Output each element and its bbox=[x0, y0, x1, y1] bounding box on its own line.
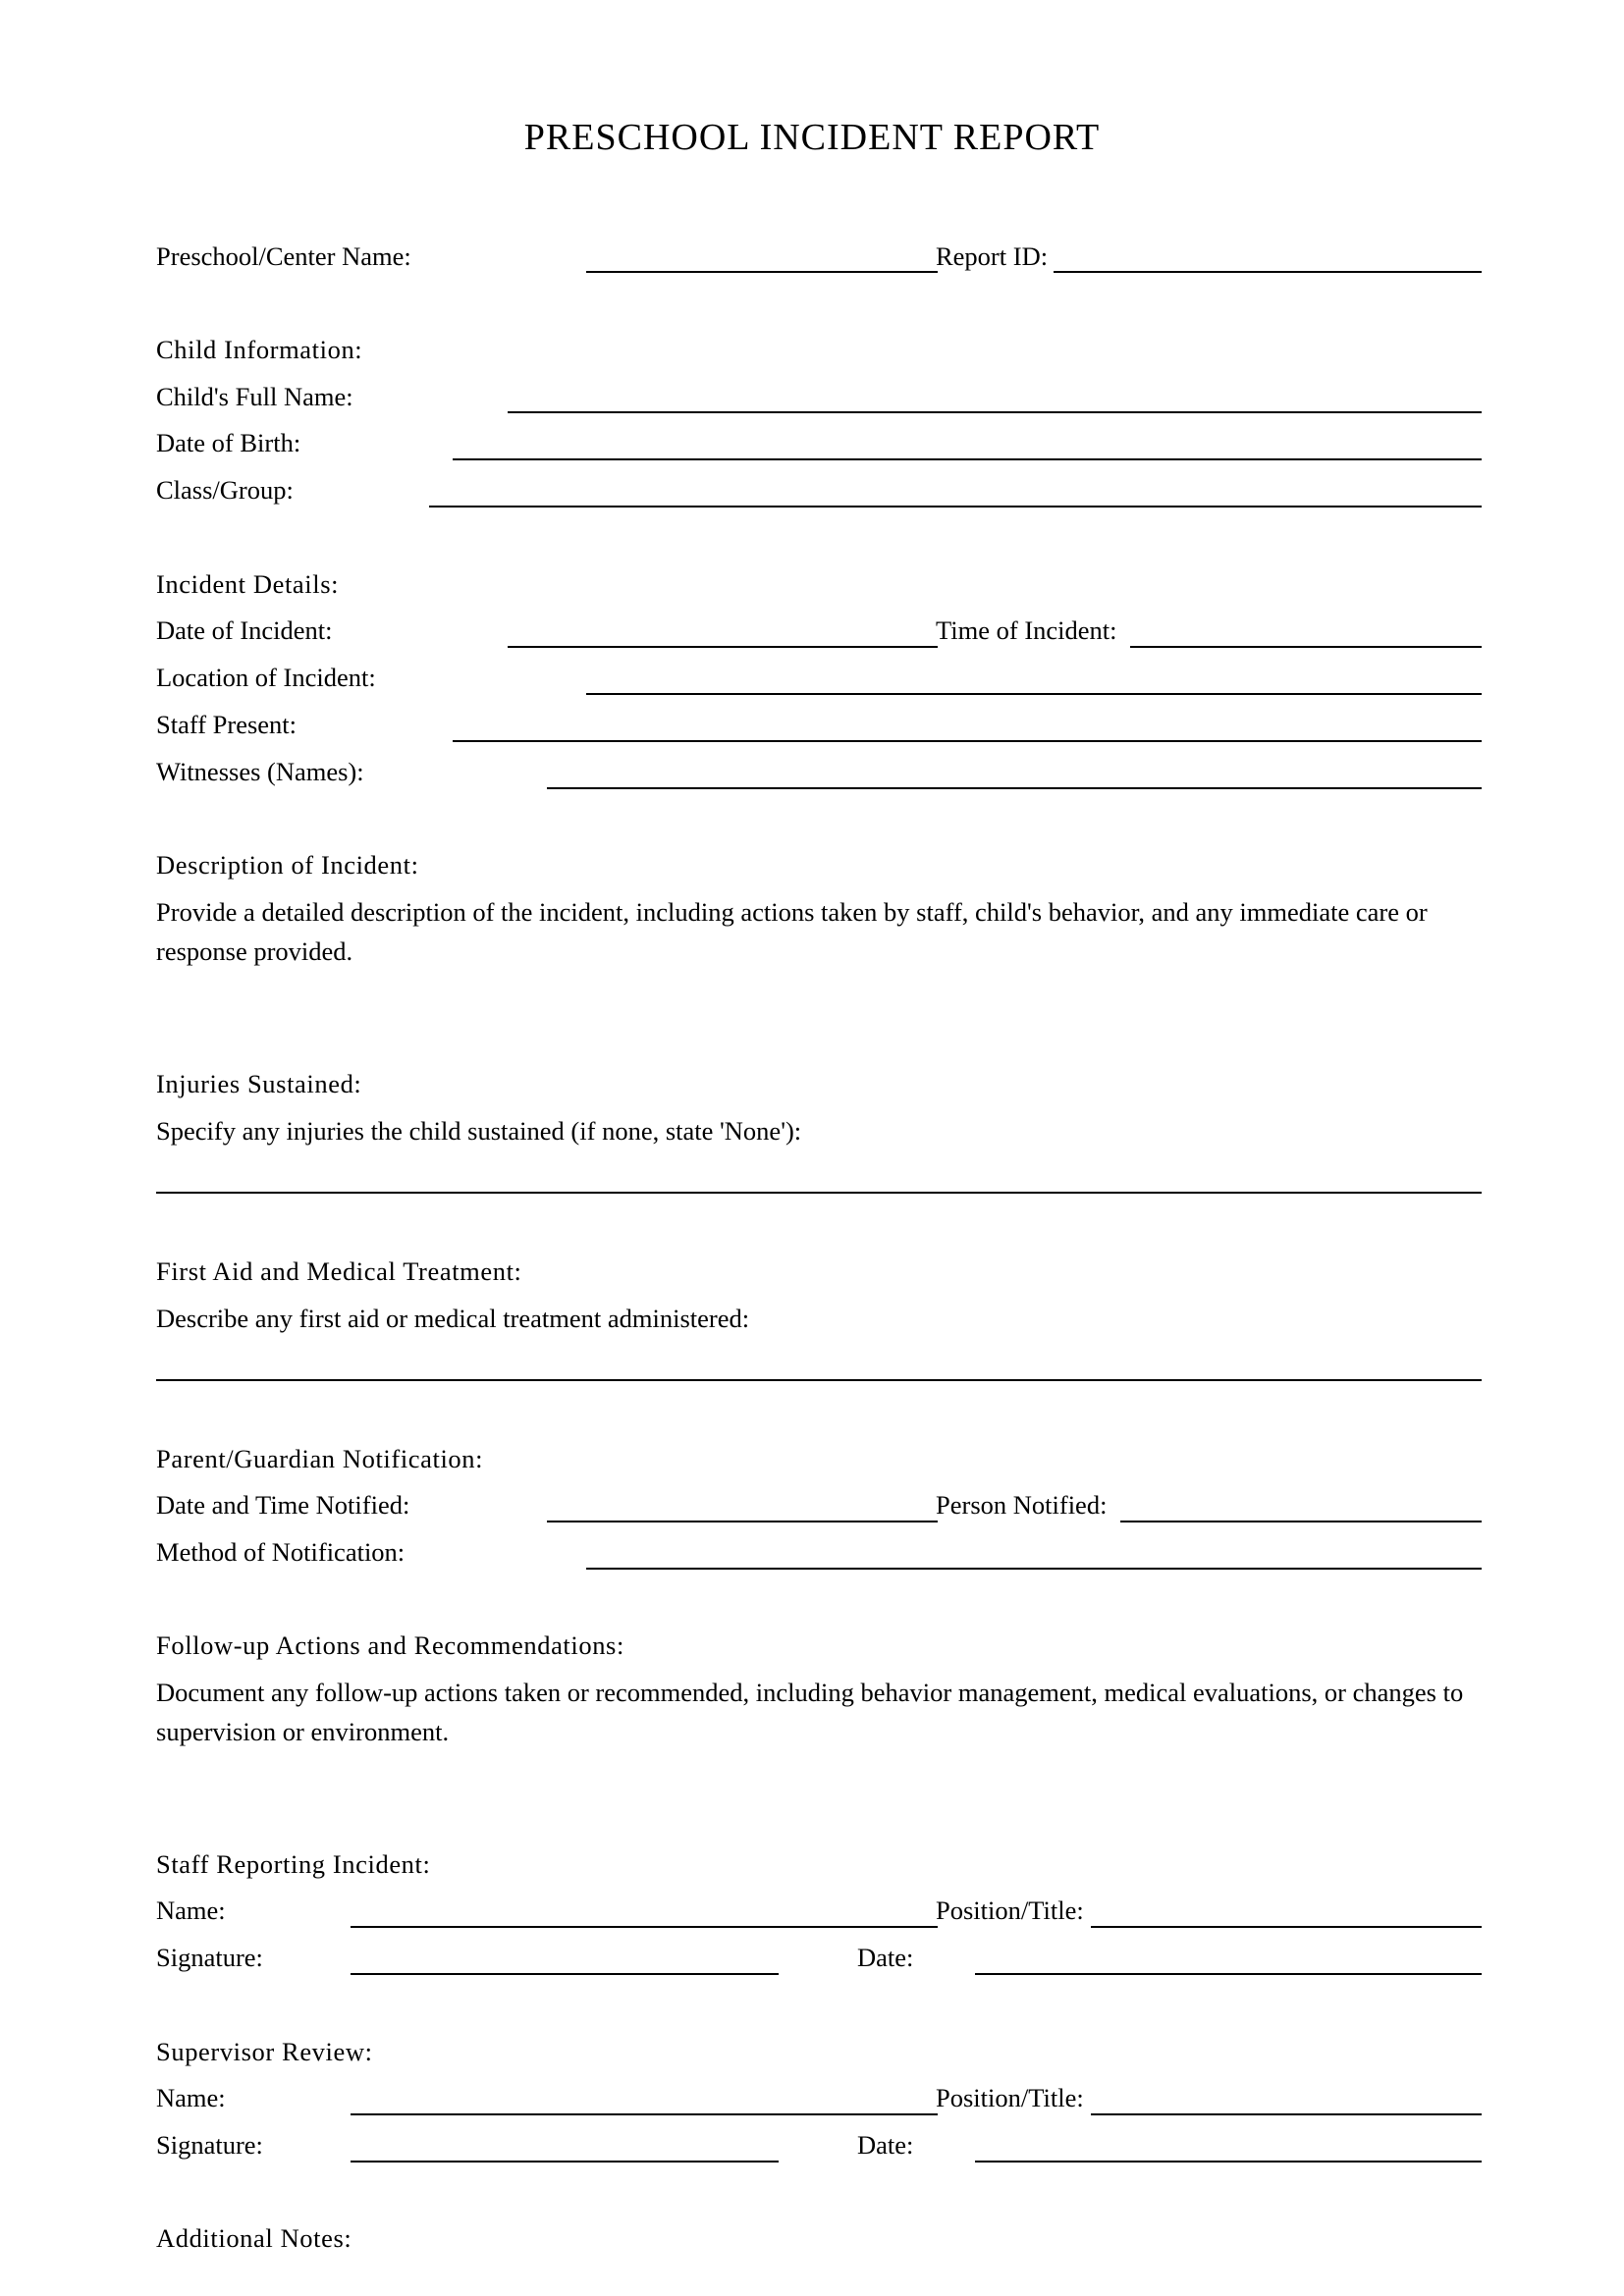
class-label: Class/Group: bbox=[156, 475, 294, 505]
notification-method-label: Method of Notification: bbox=[156, 1537, 406, 1567]
person-notified-label: Person Notified: bbox=[936, 1490, 1108, 1520]
first-aid-heading: First Aid and Medical Treatment: bbox=[156, 1256, 522, 1286]
person-notified-field[interactable] bbox=[1120, 1521, 1482, 1522]
staff-name-field[interactable] bbox=[351, 1926, 938, 1928]
incident-date-field[interactable] bbox=[508, 646, 938, 648]
supervisor-name-label: Name: bbox=[156, 2083, 226, 2112]
staff-signature-label: Signature: bbox=[156, 1943, 263, 1972]
supervisor-position-field[interactable] bbox=[1091, 2113, 1482, 2115]
child-name-label: Child's Full Name: bbox=[156, 382, 353, 411]
report-id-label: Report ID: bbox=[936, 241, 1049, 271]
dob-field[interactable] bbox=[453, 458, 1482, 460]
child-info-heading: Child Information: bbox=[156, 335, 363, 364]
notified-datetime-field[interactable] bbox=[547, 1521, 938, 1522]
supervisor-date-field[interactable] bbox=[975, 2161, 1482, 2163]
supervisor-position-label: Position/Title: bbox=[936, 2083, 1084, 2112]
staff-signature-field[interactable] bbox=[351, 1973, 779, 1975]
supervisor-date-label: Date: bbox=[857, 2130, 914, 2160]
report-id-field[interactable] bbox=[1054, 271, 1482, 273]
staff-reporting-heading: Staff Reporting Incident: bbox=[156, 1849, 431, 1879]
staff-position-label: Position/Title: bbox=[936, 1896, 1084, 1925]
staff-date-field[interactable] bbox=[975, 1973, 1482, 1975]
dob-label: Date of Birth: bbox=[156, 428, 301, 457]
additional-notes-heading: Additional Notes: bbox=[156, 2223, 352, 2253]
staff-name-label: Name: bbox=[156, 1896, 226, 1925]
location-field[interactable] bbox=[586, 693, 1482, 695]
first-aid-field[interactable] bbox=[156, 1379, 1482, 1381]
incident-date-label: Date of Incident: bbox=[156, 615, 333, 645]
center-name-label: Preschool/Center Name: bbox=[156, 241, 411, 271]
location-label: Location of Incident: bbox=[156, 663, 376, 692]
staff-date-label: Date: bbox=[857, 1943, 914, 1972]
page-title: PRESCHOOL INCIDENT REPORT bbox=[523, 117, 1101, 158]
description-heading: Description of Incident: bbox=[156, 850, 419, 880]
class-field[interactable] bbox=[429, 506, 1482, 507]
injuries-heading: Injuries Sustained: bbox=[156, 1069, 362, 1098]
supervisor-signature-label: Signature: bbox=[156, 2130, 263, 2160]
supervisor-name-field[interactable] bbox=[351, 2113, 938, 2115]
notification-heading: Parent/Guardian Notification: bbox=[156, 1444, 484, 1473]
description-instructions: Provide a detailed description of the incident, including actions taken by staff, child's behavior, and any immediate care or response provided. bbox=[156, 897, 1428, 966]
supervisor-review-heading: Supervisor Review: bbox=[156, 2037, 373, 2066]
incident-time-label: Time of Incident: bbox=[936, 615, 1117, 645]
injuries-field[interactable] bbox=[156, 1192, 1482, 1194]
child-name-field[interactable] bbox=[508, 411, 1482, 413]
witnesses-field[interactable] bbox=[547, 787, 1482, 789]
supervisor-signature-field[interactable] bbox=[351, 2161, 779, 2163]
incident-time-field[interactable] bbox=[1130, 646, 1482, 648]
incident-details-heading: Incident Details: bbox=[156, 569, 340, 599]
notification-method-field[interactable] bbox=[586, 1568, 1482, 1570]
follow-up-instructions: Document any follow-up actions taken or recommended, including behavior management, medical evaluations, or changes to supervision or environment. bbox=[156, 1678, 1464, 1746]
follow-up-heading: Follow-up Actions and Recommendations: bbox=[156, 1630, 624, 1660]
first-aid-instructions: Describe any first aid or medical treatment administered: bbox=[156, 1304, 750, 1333]
staff-position-field[interactable] bbox=[1091, 1926, 1482, 1928]
staff-present-label: Staff Present: bbox=[156, 710, 298, 739]
witnesses-label: Witnesses (Names): bbox=[156, 757, 364, 786]
center-name-field[interactable] bbox=[586, 271, 938, 273]
injuries-instructions: Specify any injuries the child sustained (if none, state 'None'): bbox=[156, 1116, 802, 1146]
staff-present-field[interactable] bbox=[453, 740, 1482, 742]
notified-datetime-label: Date and Time Notified: bbox=[156, 1490, 410, 1520]
